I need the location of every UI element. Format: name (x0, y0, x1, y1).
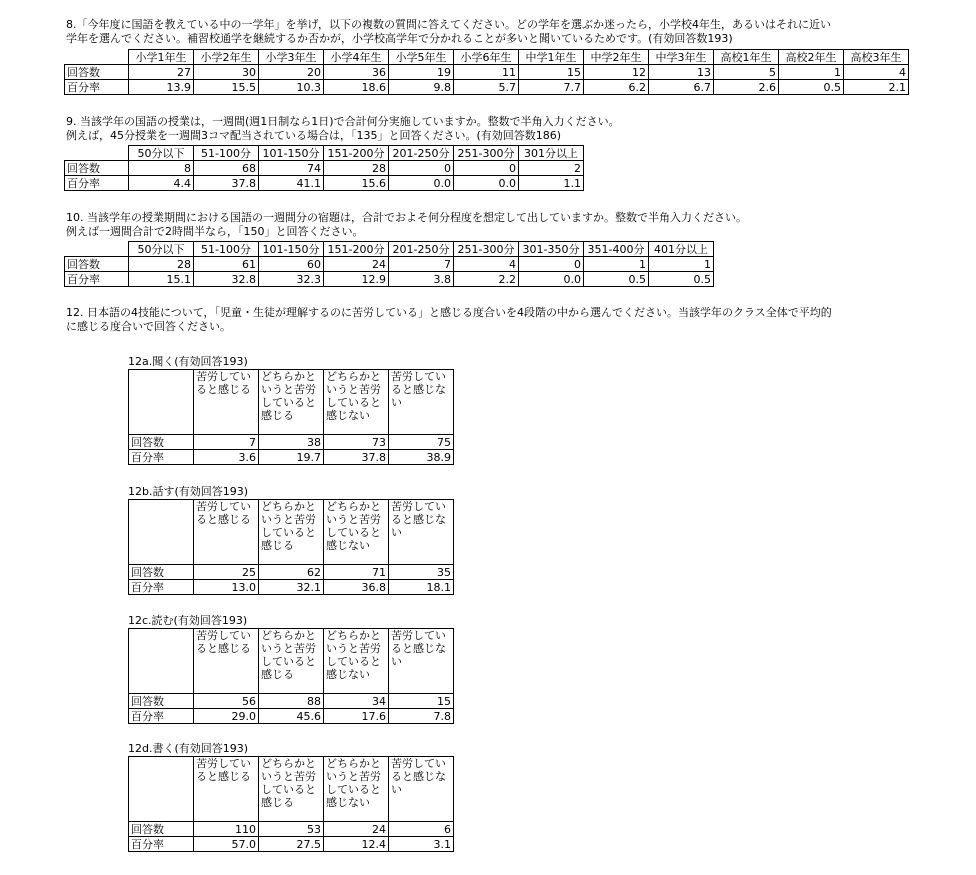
table-header-row (129, 629, 454, 694)
question-10-table (64, 241, 714, 287)
table-cell: 19.7 (259, 450, 324, 465)
column-header: 小学3年生 (259, 50, 324, 65)
table-cell: 11 (454, 65, 519, 80)
table-cell: 24 (324, 822, 389, 837)
row-label: 回答数 (129, 565, 194, 580)
table-row (129, 435, 454, 450)
table-cell: 35 (389, 565, 454, 580)
table-cell: 2.1 (844, 80, 909, 95)
column-header: 小学4年生 (324, 50, 389, 65)
table-cell: 30 (194, 65, 259, 80)
table-cell: 1 (649, 257, 714, 272)
table-cell: 15 (519, 65, 584, 80)
table-cell: 27.5 (259, 837, 324, 852)
table-cell: 34 (324, 694, 389, 709)
column-header: 苦労していると感じる (194, 370, 259, 435)
row-label: 百分率 (65, 272, 129, 287)
question-10-text-line2: 例えば一週間合計で2時間半なら，「150」と回答ください。 (66, 225, 364, 238)
column-header: 苦労していると感じる (194, 629, 259, 694)
row-label: 回答数 (65, 161, 129, 176)
table-cell: 15.6 (324, 176, 389, 191)
column-header: 苦労していると感じない (389, 629, 454, 694)
table-header-row (65, 242, 714, 257)
question-9-text-line2: 例えば，45分授業を一週間3コマ配当されている場合は，「135」と回答ください。(有効回答数186) (66, 129, 562, 142)
question-12c-table (128, 628, 454, 724)
column-header: 50分以下 (129, 242, 194, 257)
column-header: 51-100分 (194, 146, 259, 161)
column-header: 高校1年生 (714, 50, 779, 65)
column-header: 高校2年生 (779, 50, 844, 65)
table-cell: 110 (194, 822, 259, 837)
table-cell: 17.6 (324, 709, 389, 724)
table-cell: 36.8 (324, 580, 389, 595)
table-cell: 27 (129, 65, 194, 80)
question-9-text-line1: 9. 当該学年の国語の授業は，一週間(週1日制なら1日)で合計何分実施していますか。整数で半角入力ください。 (66, 115, 620, 128)
table-cell: 7 (389, 257, 454, 272)
table-row (129, 837, 454, 852)
table-cell: 12.4 (324, 837, 389, 852)
table-cell: 0 (519, 257, 584, 272)
table-cell: 1 (779, 65, 844, 80)
table-cell: 1 (584, 257, 649, 272)
table-cell: 20 (259, 65, 324, 80)
table-corner (129, 757, 194, 822)
table-cell: 88 (259, 694, 324, 709)
table-cell: 4 (454, 257, 519, 272)
question-12d-table (128, 756, 454, 852)
table-cell: 4 (844, 65, 909, 80)
table-cell: 6.2 (584, 80, 649, 95)
column-header: 101-150分 (259, 242, 324, 257)
column-header: どちらかというと苦労していると感じる (259, 500, 324, 565)
table-row (65, 65, 909, 80)
column-header: 小学2年生 (194, 50, 259, 65)
column-header: どちらかというと苦労していると感じない (324, 370, 389, 435)
column-header: どちらかというと苦労していると感じない (324, 629, 389, 694)
column-header: どちらかというと苦労していると感じる (259, 370, 324, 435)
table-cell: 38 (259, 435, 324, 450)
table-cell: 7 (194, 435, 259, 450)
column-header: どちらかというと苦労していると感じない (324, 757, 389, 822)
table-cell: 7.8 (389, 709, 454, 724)
question-12-text-line1: 12. 日本語の4技能について，「児童・生徒が理解するのに苦労している」と感じる度合いを4段階の中から選んでください。当該学年のクラス全体で平均的 (66, 306, 832, 319)
table-cell: 5 (714, 65, 779, 80)
subtable-caption: 12b.話す(有効回答193) (128, 485, 249, 498)
table-cell: 53 (259, 822, 324, 837)
table-cell: 74 (259, 161, 324, 176)
table-cell: 56 (194, 694, 259, 709)
table-corner (129, 500, 194, 565)
table-cell: 0.0 (454, 176, 519, 191)
column-header: どちらかというと苦労していると感じる (259, 629, 324, 694)
row-label: 百分率 (129, 837, 194, 852)
question-9-table (64, 145, 584, 191)
column-header: 苦労していると感じない (389, 500, 454, 565)
subtable-caption: 12a.聞く(有効回答193) (128, 355, 248, 368)
column-header: 51-100分 (194, 242, 259, 257)
column-header: 251-300分 (454, 242, 519, 257)
table-cell: 3.8 (389, 272, 454, 287)
table-cell: 7.7 (519, 80, 584, 95)
column-header: 50分以下 (129, 146, 194, 161)
column-header: 中学1年生 (519, 50, 584, 65)
column-header: 151-200分 (324, 146, 389, 161)
table-row (129, 565, 454, 580)
table-corner (65, 146, 129, 161)
column-header: どちらかというと苦労していると感じる (259, 757, 324, 822)
subtable-caption: 12d.書く(有効回答193) (128, 742, 249, 755)
question-12c (128, 613, 454, 724)
table-cell: 0.5 (584, 272, 649, 287)
column-header: 201-250分 (389, 146, 454, 161)
table-cell: 13.9 (129, 80, 194, 95)
table-cell: 57.0 (194, 837, 259, 852)
table-cell: 24 (324, 257, 389, 272)
question-10-text-line1: 10. 当該学年の授業期間における国語の一週間分の宿題は，合計でおよそ何分程度を想定して出していますか。整数で半角入力ください。 (66, 211, 747, 224)
table-corner (129, 370, 194, 435)
table-cell: 13.0 (194, 580, 259, 595)
table-cell: 29.0 (194, 709, 259, 724)
row-label: 回答数 (65, 257, 129, 272)
row-label: 百分率 (65, 176, 129, 191)
column-header: 401分以上 (649, 242, 714, 257)
table-row (129, 822, 454, 837)
table-cell: 75 (389, 435, 454, 450)
table-header-row (129, 370, 454, 435)
question-8 (66, 18, 831, 46)
table-cell: 15.5 (194, 80, 259, 95)
table-cell: 2.2 (454, 272, 519, 287)
table-cell: 0.5 (649, 272, 714, 287)
row-label: 百分率 (129, 450, 194, 465)
question-9 (66, 115, 620, 143)
table-cell: 18.6 (324, 80, 389, 95)
table-cell: 37.8 (194, 176, 259, 191)
column-header: 251-300分 (454, 146, 519, 161)
column-header: 高校3年生 (844, 50, 909, 65)
table-row (129, 694, 454, 709)
column-header: 小学5年生 (389, 50, 454, 65)
table-cell: 73 (324, 435, 389, 450)
table-cell: 0.5 (779, 80, 844, 95)
table-cell: 13 (649, 65, 714, 80)
question-12a (128, 354, 454, 465)
table-cell: 32.8 (194, 272, 259, 287)
question-8-text-line1: 8.「今年度に国語を教えている中の一学年」を挙げ，以下の複数の質問に答えてください。どの学年を選ぶか迷ったら，小学校4年生，あるいはそれに近い (66, 18, 832, 31)
column-header: 中学3年生 (649, 50, 714, 65)
table-header-row (129, 500, 454, 565)
table-corner (65, 50, 129, 65)
table-cell: 68 (194, 161, 259, 176)
column-header: どちらかというと苦労していると感じない (324, 500, 389, 565)
table-cell: 62 (259, 565, 324, 580)
question-12a-table (128, 369, 454, 465)
table-row (65, 272, 714, 287)
column-header: 151-200分 (324, 242, 389, 257)
table-cell: 6 (389, 822, 454, 837)
table-cell: 18.1 (389, 580, 454, 595)
table-cell: 12.9 (324, 272, 389, 287)
table-cell: 37.8 (324, 450, 389, 465)
question-12b-table (128, 499, 454, 595)
table-cell: 32.1 (259, 580, 324, 595)
row-label: 回答数 (129, 435, 194, 450)
column-header: 351-400分 (584, 242, 649, 257)
column-header: 301分以上 (519, 146, 584, 161)
subtable-caption: 12c.読む(有効回答193) (128, 614, 248, 627)
column-header: 101-150分 (259, 146, 324, 161)
table-cell: 5.7 (454, 80, 519, 95)
question-8-text-line2: 学年を選んでください。補習校通学を継続するか否かが，小学校高学年で分かれることが多いと聞いているためです。(有効回答数193) (66, 32, 733, 45)
table-cell: 38.9 (389, 450, 454, 465)
table-cell: 8 (129, 161, 194, 176)
row-label: 百分率 (65, 80, 129, 95)
row-label: 百分率 (129, 580, 194, 595)
table-cell: 28 (129, 257, 194, 272)
table-corner (129, 629, 194, 694)
column-header: 301-350分 (519, 242, 584, 257)
table-row (129, 709, 454, 724)
question-12d (128, 741, 454, 852)
table-cell: 71 (324, 565, 389, 580)
table-cell: 25 (194, 565, 259, 580)
table-cell: 12 (584, 65, 649, 80)
table-row (65, 176, 584, 191)
table-cell: 3.6 (194, 450, 259, 465)
table-cell: 2 (519, 161, 584, 176)
table-cell: 0 (454, 161, 519, 176)
table-cell: 61 (194, 257, 259, 272)
table-cell: 36 (324, 65, 389, 80)
table-cell: 28 (324, 161, 389, 176)
table-cell: 45.6 (259, 709, 324, 724)
table-cell: 0 (389, 161, 454, 176)
table-cell: 32.3 (259, 272, 324, 287)
table-cell: 15 (389, 694, 454, 709)
question-12-text-line2: に感じる度合いで回答ください。 (66, 320, 231, 333)
row-label: 百分率 (129, 709, 194, 724)
row-label: 回答数 (65, 65, 129, 80)
question-8-table (64, 49, 909, 95)
table-row (65, 80, 909, 95)
question-10 (66, 211, 747, 239)
table-header-row (65, 50, 909, 65)
table-cell: 2.6 (714, 80, 779, 95)
table-cell: 9.8 (389, 80, 454, 95)
column-header: 中学2年生 (584, 50, 649, 65)
table-cell: 6.7 (649, 80, 714, 95)
table-row (65, 161, 584, 176)
column-header: 小学1年生 (129, 50, 194, 65)
table-row (129, 450, 454, 465)
column-header: 苦労していると感じない (389, 370, 454, 435)
question-12b (128, 484, 454, 595)
table-cell: 19 (389, 65, 454, 80)
column-header: 小学6年生 (454, 50, 519, 65)
table-cell: 15.1 (129, 272, 194, 287)
row-label: 回答数 (129, 822, 194, 837)
table-cell: 41.1 (259, 176, 324, 191)
table-row (129, 580, 454, 595)
table-cell: 0.0 (389, 176, 454, 191)
table-cell: 1.1 (519, 176, 584, 191)
table-cell: 60 (259, 257, 324, 272)
question-12 (66, 306, 832, 334)
table-header-row (65, 146, 584, 161)
table-corner (65, 242, 129, 257)
table-cell: 3.1 (389, 837, 454, 852)
column-header: 苦労していると感じない (389, 757, 454, 822)
table-cell: 10.3 (259, 80, 324, 95)
column-header: 201-250分 (389, 242, 454, 257)
table-header-row (129, 757, 454, 822)
table-cell: 4.4 (129, 176, 194, 191)
row-label: 回答数 (129, 694, 194, 709)
column-header: 苦労していると感じる (194, 757, 259, 822)
table-cell: 0.0 (519, 272, 584, 287)
table-row (65, 257, 714, 272)
column-header: 苦労していると感じる (194, 500, 259, 565)
